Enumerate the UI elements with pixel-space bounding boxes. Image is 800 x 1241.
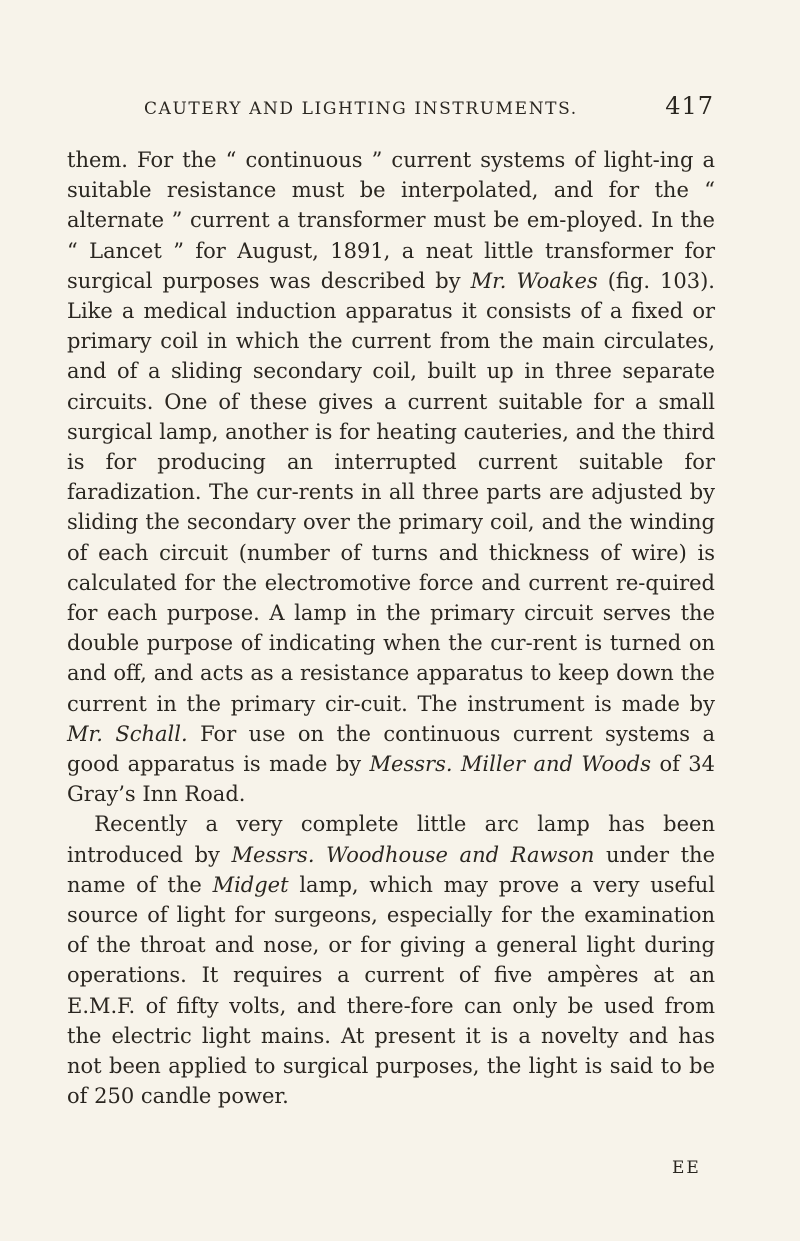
- paragraph-arc-lamp: [67, 809, 715, 1111]
- name-midget: Midget: [212, 872, 289, 897]
- paragraph-2-text-1: Recently a very complete little arc lamp has been introduced by: [67, 812, 715, 867]
- paragraph-1-text-1: them. For the “ continuous ” current systems of light-ing a suitable resistance must be interpolated, and for the “ alternate ” current a transformer must be em-ployed. In the “ Lancet ” for August, 1891, a neat little transformer for surgical purposes was described by: [67, 148, 715, 293]
- name-woodhouse-rawson: Messrs. Woodhouse and Rawson: [231, 842, 595, 867]
- paragraph-2-text-2: under the name of the: [67, 842, 716, 897]
- body-text: [67, 145, 715, 1112]
- paragraph-continuous-current: [67, 145, 715, 809]
- signature-mark: EE: [672, 1158, 701, 1178]
- running-head: CAUTERY AND LIGHTING INSTRUMENTS.: [144, 99, 578, 119]
- paragraph-1-text-4: of 34 Gray’s Inn Road.: [67, 752, 715, 807]
- paragraph-2-text-3: lamp, which may prove a very useful source of light for surgeons, especially for the examination of the throat and nose, or for giving a general light during operations. It requires a current of five ampères at an E.M.F. of fifty volts, and there-fore can only be used from the electric light mains. At present it is a novelty and has not been applied to surgical purposes, the light is said to be of 250 candle power.: [67, 872, 716, 1109]
- page-header: [144, 92, 714, 122]
- name-miller-woods: Messrs. Miller and Woods: [369, 752, 652, 777]
- name-schall: Mr. Schall.: [67, 721, 188, 746]
- name-woakes: Mr. Woakes: [470, 268, 598, 293]
- paragraph-1-text-3: For use on the continuous current systems a good apparatus is made by: [67, 721, 716, 777]
- page-number: 417: [665, 92, 714, 120]
- paragraph-1-text-2: (fig. 103). Like a medical induction apparatus it consists of a fixed or primary coil in which the current from the main circulates, and of a sliding secondary coil, built up in three separate circuits. One of these gives a current suitable for a small surgical lamp, another is for heating cauteries, and the third is for producing an interrupted current suitable for faradization. The cur-rents in all three parts are adjusted by sliding the secondary over the primary coil, and the winding of each circuit (number of turns and thickness of wire) is calculated for the electromotive force and current re-quired for each purpose. A lamp in the primary circuit serves the double purpose of indicating when the cur-rent is turned on and off, and acts as a resistance apparatus to keep down the current in the primary cir-cuit. The instrument is made by: [67, 268, 715, 716]
